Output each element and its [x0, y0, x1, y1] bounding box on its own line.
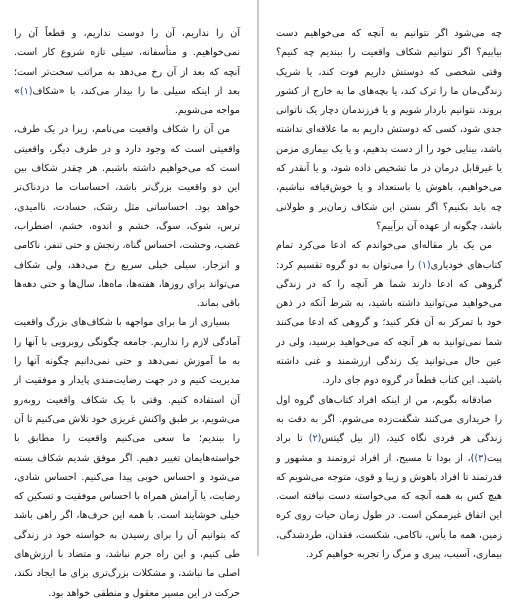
left-paragraph-1-text-b: » مواجه می‌شویم.	[14, 85, 240, 117]
right-paragraph-2-text-b: را می‌توان به دو گروه تقسیم کرد: گروهی که ادعا دارند شما هر آنچه را که در زندگی می‌خواهید می‌توانید داشته باشید، به شرط آنکه در ذهن خود با تمرکز به آن فکر کنید؛ و گروهی که ادعا می‌کنند شما نمی‌توانید به هر آنچه که می‌خواهید برسید، ولی در عین حال می‌توانید یک زندگی ارزشمند و غنی داشته باشید. این کتاب قطعاً در گروه دوم جای دارد.	[276, 259, 502, 387]
right-paragraph-1: چه می‌شود اگر نتوانیم به آنچه که می‌خواهیم دست بیابیم؟ اگر نتوانیم شکاف واقعیت را ببندیم چه کنیم؟ وقتی شخصی که دوستش داریم فوت کند، یا شریک زندگی‌مان ما را ترک کند، یا بچه‌های ما به خارج از کشور بروند، نتوانیم باردار شویم و یا فرزندمان دچار یک ناتوانی جدی شود، کسی که دوستش داریم به ما علاقه‌ای نداشته باشد، بینایی خود را از دست بدهیم، و یا یک بیماری مزمن یا غیرقابل درمان در ما تشخیص داده شود، و یا آنقدر که می‌خواهیم، باهوش یا باستعداد و یا خوش‌قیافه نباشیم، چه باید بکنیم؟ اگر بستن این شکاف زمان‌بر و طولانی باشد، چگونه از عهده آن برآییم؟	[276, 28, 502, 232]
left-paragraph-3: بسیاری از ما برای مواجهه با شکاف‌های بزرگ واقعیت آمادگی لازم را نداریم. جامعه چگونگی روبرویی با آنها را به ما آموزش نمی‌دهد و حتی نمی‌دانیم چگونه آنها را مدیریت کنیم و در جهت رضایت‌مندی پایدار و موفقیت از آن استفاده کنیم. وقتی با یک شکاف واقعیت روبه‌رو می‌شویم، بر طبق واکنش غریزی خود تلاش می‌کنیم تا آن را ببندیم؛ ما سعی می‌کنیم واقعیت را مطابق با خواسته‌هایمان تغییر دهیم. اگر موفق شدیم شکاف بسته می‌شود و احساس خوبی پیدا می‌کنیم. احساس شادی، رضایت، یا آرامش همراه با احساس موفقیت و تسکین که خیلی خوشایند است. با همه این حرف‌ها، اگر راهی باشد که بتوانیم آن را برای رسیدن به خواسته خود در زندگی طی کنیم، و این راه جرم نباشد، و متضاد با ارزش‌های اصلی ما نباشد، و مشکلات بزرگ‌تری برای ما ایجاد نکند، حرکت در این مسیر معقول و منطقی خواهد بود.	[14, 317, 240, 599]
footnote-marker-3[interactable]: (۳)	[474, 452, 487, 464]
footnote-marker-2[interactable]: (۲)	[308, 433, 322, 445]
right-paragraph-3	[276, 391, 502, 565]
left-paragraph-1-text-a: آن را نداریم، آن را دوست نداریم، و قطعاً آن را نمی‌خواهیم. و متأسفانه، سیلی تازه شروع کار است. آنچه که بعد از آن رخ می‌دهد به مراتب سخت‌تر است؛ بعد از اینکه سیلی ما را بیدار می‌کند، با «شکاف	[14, 28, 240, 97]
right-paragraph-3-text-b: تا براد پیت	[276, 433, 502, 464]
footnote-marker-4[interactable]: (۱)	[19, 85, 33, 97]
right-paragraph-3-text-a: صادقانه بگویم، من از اینکه افراد کتاب‌های گروه اول را خریداری می‌کنند شگفت‌زده می‌شوم. اگر به دقت به زندگی هر فردی نگاه کنید، (از بیل گیتس	[276, 394, 502, 445]
left-page-text	[14, 24, 240, 603]
right-page-text	[276, 24, 502, 564]
footnote-marker-1[interactable]: (۱)	[417, 259, 431, 271]
page-gutter-divider	[257, 0, 259, 556]
left-paragraph-1	[14, 24, 240, 120]
left-paragraph-2: من آن را شکاف واقعیت می‌نامم، زیرا در یک طرف، واقعیتی است که وجود دارد و در طرف دیگر، واقعیتی است که می‌خواهیم داشته باشیم. هر چقدر شکاف بین این دو واقعیت بزرگ‌تر باشد، احساسات ما دردناک‌تر خواهد بود. احساساتی مثل رشک، حسادت، ناامیدی، ترس، شوک، سوگ، خشم و اندوه، خشم، اضطراب، غضب، وحشت، احساس گناه، رنجش و حتی تنفر، ناکامی و انزجار. سیلی خیلی سریع رخ می‌دهد، ولی شکاف می‌تواند برای روزها، هفته‌ها، ماه‌ها، سال‌ها و حتی دهه‌ها باقی بماند.	[14, 124, 240, 310]
right-paragraph-2	[276, 236, 502, 390]
right-paragraph-2-text-a: من یک بار مقاله‌ای می‌خواندم که ادعا می‌کرد تمام کتاب‌های خودیاری	[276, 240, 502, 271]
right-paragraph-3-text-c: )، از بودا تا مسیح، از افراد ثروتمند و مشهور و قدرتمند تا افراد باهوش و زیبا و قوی، متوجه می‌شویم که هیچ کس به همه آنچه که می‌خواسته دست نیافته است. این اتفاق غیرممکن است. در طول زمان حیات روی کره زمین، همه ما یأس، ناکامی، شکست، فقدان، طردشدگی، بیماری، آسیب، پیری و مرگ را تجربه خواهیم کرد.	[276, 452, 502, 561]
